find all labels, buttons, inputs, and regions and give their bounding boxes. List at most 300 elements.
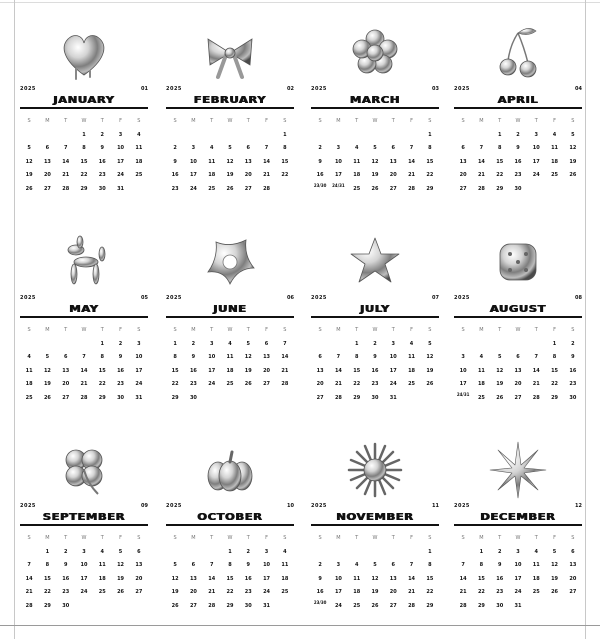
day-cell: 7 bbox=[409, 145, 414, 151]
day-cell: 4 bbox=[209, 145, 214, 151]
month-number: 07 bbox=[432, 295, 439, 301]
day-cell bbox=[75, 600, 93, 614]
day-grid bbox=[166, 532, 294, 613]
weekday-label: M bbox=[336, 327, 341, 333]
day-cell bbox=[203, 546, 221, 560]
day-cell: 17 bbox=[208, 367, 216, 374]
day-cell: 20 bbox=[62, 381, 70, 387]
weekday-label: F bbox=[410, 327, 413, 333]
month-november bbox=[311, 440, 439, 610]
day-cell: 26 bbox=[171, 602, 179, 609]
year-label: 2025 bbox=[454, 503, 470, 509]
day-cell: 27 bbox=[389, 602, 397, 609]
day-cell: 5 bbox=[552, 548, 557, 555]
week-row bbox=[454, 142, 582, 156]
day-cell: 21 bbox=[408, 172, 416, 178]
month-divider bbox=[20, 316, 148, 318]
day-cell bbox=[402, 129, 420, 143]
day-cell: 6 bbox=[461, 145, 465, 151]
day-cell: 21 bbox=[281, 367, 289, 374]
day-cell: 14 bbox=[263, 158, 271, 165]
day-grid bbox=[454, 115, 582, 196]
week-row bbox=[166, 365, 294, 379]
week-row bbox=[454, 546, 582, 560]
day-cell: 14 bbox=[408, 158, 416, 165]
year-label: 2025 bbox=[454, 86, 470, 92]
day-cell: 16 bbox=[371, 367, 379, 374]
day-cell: 27 bbox=[459, 185, 467, 192]
day-cell: 28 bbox=[408, 602, 416, 609]
day-cell bbox=[329, 129, 347, 143]
week-row bbox=[20, 600, 148, 614]
day-cell: 13 bbox=[316, 367, 324, 374]
day-cell: 12 bbox=[426, 354, 434, 360]
day-cell bbox=[454, 129, 472, 143]
day-cell: 20 bbox=[135, 575, 143, 582]
year-label: 2025 bbox=[454, 295, 470, 301]
month-june bbox=[166, 232, 294, 402]
year-label: 2025 bbox=[311, 295, 327, 301]
weekday-label: S bbox=[173, 535, 177, 541]
week-row bbox=[166, 351, 294, 365]
day-cell: 17 bbox=[459, 381, 467, 387]
day-cell: 13 bbox=[189, 575, 197, 582]
weekday-label: F bbox=[119, 535, 122, 541]
day-cell: 7 bbox=[479, 145, 484, 151]
day-cell: 13 bbox=[389, 158, 397, 165]
day-cell: 8 bbox=[228, 562, 232, 568]
day-cell bbox=[311, 129, 329, 143]
day-cell: 21 bbox=[208, 589, 216, 595]
weekday-label: S bbox=[428, 535, 432, 541]
day-cell: 5 bbox=[45, 354, 50, 360]
month-divider bbox=[20, 524, 148, 526]
weekday-label: S bbox=[283, 118, 287, 124]
day-cell: 8 bbox=[552, 354, 557, 360]
week-row bbox=[20, 183, 148, 197]
day-cell: 11 bbox=[226, 354, 234, 360]
week-row bbox=[20, 142, 148, 156]
weekday-label: S bbox=[27, 327, 31, 333]
weekday-label: F bbox=[119, 327, 122, 333]
day-cell: 12 bbox=[117, 562, 125, 568]
day-cell bbox=[239, 392, 257, 406]
year-label: 2025 bbox=[166, 86, 182, 92]
week-row bbox=[311, 573, 439, 587]
day-cell: 17 bbox=[532, 158, 540, 165]
day-cell bbox=[239, 129, 257, 143]
weekday-label: M bbox=[336, 118, 341, 124]
day-cell: 3 bbox=[137, 340, 141, 347]
day-cell: 19 bbox=[117, 575, 125, 582]
day-cell bbox=[384, 546, 402, 560]
day-cell bbox=[564, 183, 582, 197]
day-cell: 8 bbox=[479, 562, 484, 568]
day-cell bbox=[421, 392, 439, 406]
day-cell: 17 bbox=[189, 172, 197, 178]
day-cell: 3 bbox=[118, 131, 123, 138]
bow-icon bbox=[200, 23, 260, 83]
day-cell: 1 bbox=[283, 131, 287, 138]
week-row bbox=[166, 378, 294, 392]
weekday-label: M bbox=[479, 118, 484, 124]
day-cell: 7 bbox=[209, 562, 214, 568]
week-row bbox=[454, 365, 582, 379]
day-cell: 25 bbox=[226, 381, 234, 387]
day-cell: 28 bbox=[281, 381, 289, 387]
day-cell: 4 bbox=[534, 548, 538, 555]
day-cell bbox=[384, 129, 402, 143]
day-cell bbox=[472, 129, 490, 143]
day-cell: 20 bbox=[244, 172, 252, 178]
day-cell: 23 bbox=[244, 589, 252, 595]
day-cell: 7 bbox=[82, 354, 86, 360]
day-cell: 11 bbox=[25, 367, 33, 374]
day-cell: 22 bbox=[426, 589, 434, 595]
day-cell: 8 bbox=[283, 145, 287, 151]
day-cell: 1 bbox=[82, 131, 86, 138]
day-cell: 10 bbox=[208, 354, 216, 360]
day-cell: 21 bbox=[80, 381, 88, 387]
weekday-label: T bbox=[246, 118, 250, 124]
day-cell: 9 bbox=[246, 562, 250, 568]
month-divider bbox=[311, 107, 439, 109]
month-number: 01 bbox=[141, 86, 148, 92]
day-cell: 14 bbox=[281, 354, 289, 360]
month-august bbox=[454, 232, 582, 402]
day-cell: 1 bbox=[228, 548, 232, 555]
day-cell: 25 bbox=[532, 589, 540, 595]
day-cell: 12 bbox=[371, 158, 379, 165]
day-cell: 29 bbox=[426, 602, 434, 609]
day-cell bbox=[184, 546, 202, 560]
day-cell: 12 bbox=[171, 575, 179, 582]
year-label: 2025 bbox=[20, 503, 36, 509]
day-cell: 17 bbox=[117, 158, 125, 165]
day-cell: 24 bbox=[514, 589, 522, 595]
weekday-label: W bbox=[372, 535, 378, 541]
day-cell: 14 bbox=[208, 575, 216, 582]
month-number: 08 bbox=[575, 295, 582, 301]
day-cell: 24 bbox=[80, 589, 88, 595]
day-cell: 30 bbox=[62, 602, 70, 609]
day-cell bbox=[203, 129, 221, 143]
day-cell: 27 bbox=[189, 602, 197, 609]
day-cell: 7 bbox=[283, 340, 287, 347]
month-number: 03 bbox=[432, 86, 439, 92]
weekday-row bbox=[454, 115, 582, 129]
day-cell: 6 bbox=[63, 354, 68, 360]
day-cell: 8 bbox=[82, 145, 86, 151]
day-cell: 31 bbox=[514, 602, 522, 609]
day-grid bbox=[311, 115, 439, 196]
weekday-label: T bbox=[498, 535, 502, 541]
day-cell: 25 bbox=[281, 589, 289, 595]
week-row bbox=[20, 156, 148, 170]
month-name: DECEMBER bbox=[480, 512, 556, 523]
day-cell: 6 bbox=[571, 548, 575, 555]
day-grid bbox=[311, 532, 439, 613]
day-cell: 3 bbox=[534, 131, 538, 138]
day-cell: 19 bbox=[551, 575, 559, 582]
day-cell: 2 bbox=[497, 548, 502, 555]
day-cell: 29 bbox=[353, 394, 361, 401]
month-divider bbox=[454, 107, 582, 109]
day-cell: 16 bbox=[171, 172, 179, 178]
weekday-label: T bbox=[498, 327, 502, 333]
day-cell: 22 bbox=[426, 172, 434, 178]
weekday-label: T bbox=[534, 535, 538, 541]
month-name: SEPTEMBER bbox=[42, 512, 126, 523]
day-cell: 27 bbox=[62, 394, 70, 401]
weekday-label: T bbox=[210, 535, 214, 541]
day-cell bbox=[130, 183, 148, 197]
day-cell: 18 bbox=[98, 575, 106, 582]
day-cell: 12 bbox=[25, 158, 33, 165]
month-divider bbox=[454, 316, 582, 318]
starburst-icon bbox=[488, 440, 548, 500]
month-april bbox=[454, 23, 582, 193]
weekday-label: W bbox=[81, 535, 87, 541]
day-cell: 27 bbox=[135, 589, 143, 595]
day-cell: 22 bbox=[43, 589, 51, 595]
day-cell: 9 bbox=[516, 145, 520, 151]
day-cell: 26 bbox=[25, 185, 33, 192]
weekday-row bbox=[454, 324, 582, 338]
day-cell: 24 bbox=[532, 172, 540, 178]
week-row bbox=[166, 559, 294, 573]
day-cell: 5 bbox=[246, 340, 250, 347]
week-row bbox=[20, 351, 148, 365]
day-cell: 5 bbox=[571, 131, 575, 138]
day-cell: 23/30 bbox=[313, 599, 327, 605]
day-cell: 4 bbox=[100, 548, 104, 555]
day-cell: 18 bbox=[551, 158, 559, 165]
day-cell: 10 bbox=[532, 145, 540, 151]
day-cell: 14 bbox=[62, 158, 70, 165]
day-cell bbox=[311, 338, 329, 352]
day-cell: 13 bbox=[514, 367, 522, 374]
day-cell: 1 bbox=[552, 340, 557, 347]
week-row bbox=[311, 169, 439, 183]
week-row bbox=[311, 129, 439, 143]
day-cell: 11 bbox=[208, 158, 216, 165]
day-cell: 11 bbox=[408, 354, 416, 360]
day-cell: 19 bbox=[496, 381, 504, 387]
day-cell: 20 bbox=[316, 381, 324, 387]
day-cell: 14 bbox=[532, 367, 540, 374]
day-cell: 13 bbox=[459, 158, 467, 165]
day-cell: 15 bbox=[496, 158, 504, 165]
day-cell: 18 bbox=[226, 367, 234, 374]
day-cell bbox=[38, 129, 56, 143]
weekday-label: T bbox=[391, 327, 395, 333]
day-cell: 9 bbox=[497, 562, 502, 568]
month-september bbox=[20, 440, 148, 610]
day-cell: 22 bbox=[226, 589, 234, 595]
weekday-label: M bbox=[336, 535, 341, 541]
day-cell: 28 bbox=[408, 185, 416, 192]
weekday-label: M bbox=[45, 535, 50, 541]
weekday-label: F bbox=[265, 327, 268, 333]
day-cell: 16 bbox=[117, 367, 125, 374]
day-cell bbox=[75, 338, 93, 352]
day-cell: 9 bbox=[318, 158, 322, 165]
week-row bbox=[311, 546, 439, 560]
weekday-label: T bbox=[100, 118, 104, 124]
day-cell: 15 bbox=[80, 158, 88, 165]
day-cell: 10 bbox=[459, 367, 467, 374]
weekday-label: W bbox=[515, 118, 521, 124]
weekday-label: S bbox=[571, 327, 575, 333]
day-cell: 18 bbox=[353, 589, 361, 595]
day-cell: 14 bbox=[25, 575, 33, 582]
weekday-label: S bbox=[173, 118, 177, 124]
weekday-label: T bbox=[534, 118, 538, 124]
day-cell: 4 bbox=[409, 340, 414, 347]
day-cell: 29 bbox=[496, 185, 504, 192]
week-row bbox=[20, 378, 148, 392]
day-cell: 26 bbox=[569, 172, 577, 178]
day-cell: 3 bbox=[336, 145, 341, 151]
day-cell: 8 bbox=[100, 354, 104, 360]
day-cell: 17 bbox=[334, 589, 342, 595]
day-cell: 24 bbox=[117, 172, 125, 178]
year-label: 2025 bbox=[20, 295, 36, 301]
day-cell bbox=[454, 338, 472, 352]
day-cell: 27 bbox=[263, 381, 271, 387]
day-cell: 22 bbox=[496, 172, 504, 178]
day-cell: 29 bbox=[426, 185, 434, 192]
day-cell: 11 bbox=[532, 562, 540, 568]
day-cell: 14 bbox=[408, 575, 416, 582]
day-cell: 26 bbox=[371, 185, 379, 192]
week-row bbox=[454, 378, 582, 392]
day-cell: 13 bbox=[43, 158, 51, 165]
weekday-label: T bbox=[100, 535, 104, 541]
week-row bbox=[454, 586, 582, 600]
top-divider bbox=[0, 2, 600, 3]
day-cell: 14 bbox=[80, 367, 88, 374]
month-name: MAY bbox=[69, 304, 99, 315]
day-cell bbox=[329, 546, 347, 560]
day-cell: 16 bbox=[189, 367, 197, 374]
day-cell: 22 bbox=[98, 381, 106, 387]
year-label: 2025 bbox=[311, 86, 327, 92]
day-cell: 30 bbox=[514, 185, 522, 192]
week-row bbox=[454, 351, 582, 365]
day-cell: 21 bbox=[459, 589, 467, 595]
day-grid bbox=[20, 115, 148, 196]
day-cell bbox=[545, 183, 563, 197]
weekday-label: S bbox=[27, 535, 31, 541]
day-cell: 5 bbox=[228, 145, 232, 151]
day-cell bbox=[57, 129, 75, 143]
month-name: FEBRUARY bbox=[193, 95, 267, 106]
day-cell: 6 bbox=[264, 340, 269, 347]
day-cell: 22 bbox=[353, 381, 361, 387]
month-february bbox=[166, 23, 294, 193]
weekday-label: T bbox=[246, 327, 250, 333]
day-cell: 20 bbox=[569, 575, 577, 582]
day-cell: 30 bbox=[117, 394, 125, 401]
weekday-label: F bbox=[265, 535, 268, 541]
weekday-row bbox=[454, 532, 582, 546]
week-row bbox=[311, 600, 439, 614]
day-cell: 3 bbox=[391, 340, 395, 347]
day-cell: 24 bbox=[135, 381, 143, 387]
day-cell: 9 bbox=[63, 562, 68, 568]
day-cell: 8 bbox=[354, 354, 359, 360]
day-cell: 10 bbox=[80, 562, 88, 568]
week-row bbox=[311, 365, 439, 379]
month-number: 10 bbox=[287, 503, 294, 509]
day-cell: 17 bbox=[334, 172, 342, 178]
weekday-label: S bbox=[318, 327, 322, 333]
week-row bbox=[166, 573, 294, 587]
day-cell: 27 bbox=[569, 589, 577, 595]
week-row bbox=[166, 338, 294, 352]
day-cell: 18 bbox=[532, 575, 540, 582]
day-cell: 24/31 bbox=[332, 182, 345, 188]
day-cell: 1 bbox=[479, 548, 484, 555]
day-cell: 13 bbox=[263, 354, 271, 360]
week-row bbox=[20, 338, 148, 352]
weekday-row bbox=[166, 115, 294, 129]
month-name: MARCH bbox=[349, 95, 401, 106]
month-october bbox=[166, 440, 294, 610]
weekday-label: F bbox=[119, 118, 122, 124]
day-cell: 26 bbox=[226, 185, 234, 192]
day-cell bbox=[348, 546, 366, 560]
day-cell: 15 bbox=[426, 575, 434, 582]
month-january bbox=[20, 23, 148, 193]
weekday-label: S bbox=[173, 327, 177, 333]
day-cell: 20 bbox=[43, 172, 51, 178]
day-cell: 26 bbox=[426, 381, 434, 387]
weekday-label: W bbox=[81, 118, 87, 124]
weekday-label: F bbox=[553, 118, 556, 124]
day-cell: 1 bbox=[428, 548, 432, 555]
day-cell: 24 bbox=[389, 381, 397, 387]
week-row bbox=[166, 142, 294, 156]
day-cell: 6 bbox=[246, 145, 250, 151]
weekday-label: M bbox=[479, 535, 484, 541]
day-cell: 4 bbox=[137, 131, 141, 138]
day-cell: 28 bbox=[334, 394, 342, 401]
day-cell: 7 bbox=[534, 354, 538, 360]
day-cell: 27 bbox=[244, 185, 252, 192]
day-cell bbox=[545, 600, 563, 614]
day-cell bbox=[20, 129, 38, 143]
day-cell: 17 bbox=[80, 575, 88, 582]
day-cell: 8 bbox=[428, 145, 432, 151]
day-cell: 24 bbox=[334, 602, 342, 609]
day-cell: 27 bbox=[43, 185, 51, 192]
day-cell bbox=[454, 546, 472, 560]
year-label: 2025 bbox=[311, 503, 327, 509]
weekday-label: T bbox=[355, 118, 359, 124]
weekday-label: T bbox=[391, 118, 395, 124]
day-cell: 25 bbox=[208, 185, 216, 192]
day-grid bbox=[454, 532, 582, 613]
day-cell: 21 bbox=[408, 589, 416, 595]
day-cell: 12 bbox=[551, 562, 559, 568]
day-cell: 19 bbox=[25, 172, 33, 178]
day-cell: 25 bbox=[551, 172, 559, 178]
day-cell: 19 bbox=[426, 367, 434, 374]
day-cell: 29 bbox=[80, 185, 88, 192]
